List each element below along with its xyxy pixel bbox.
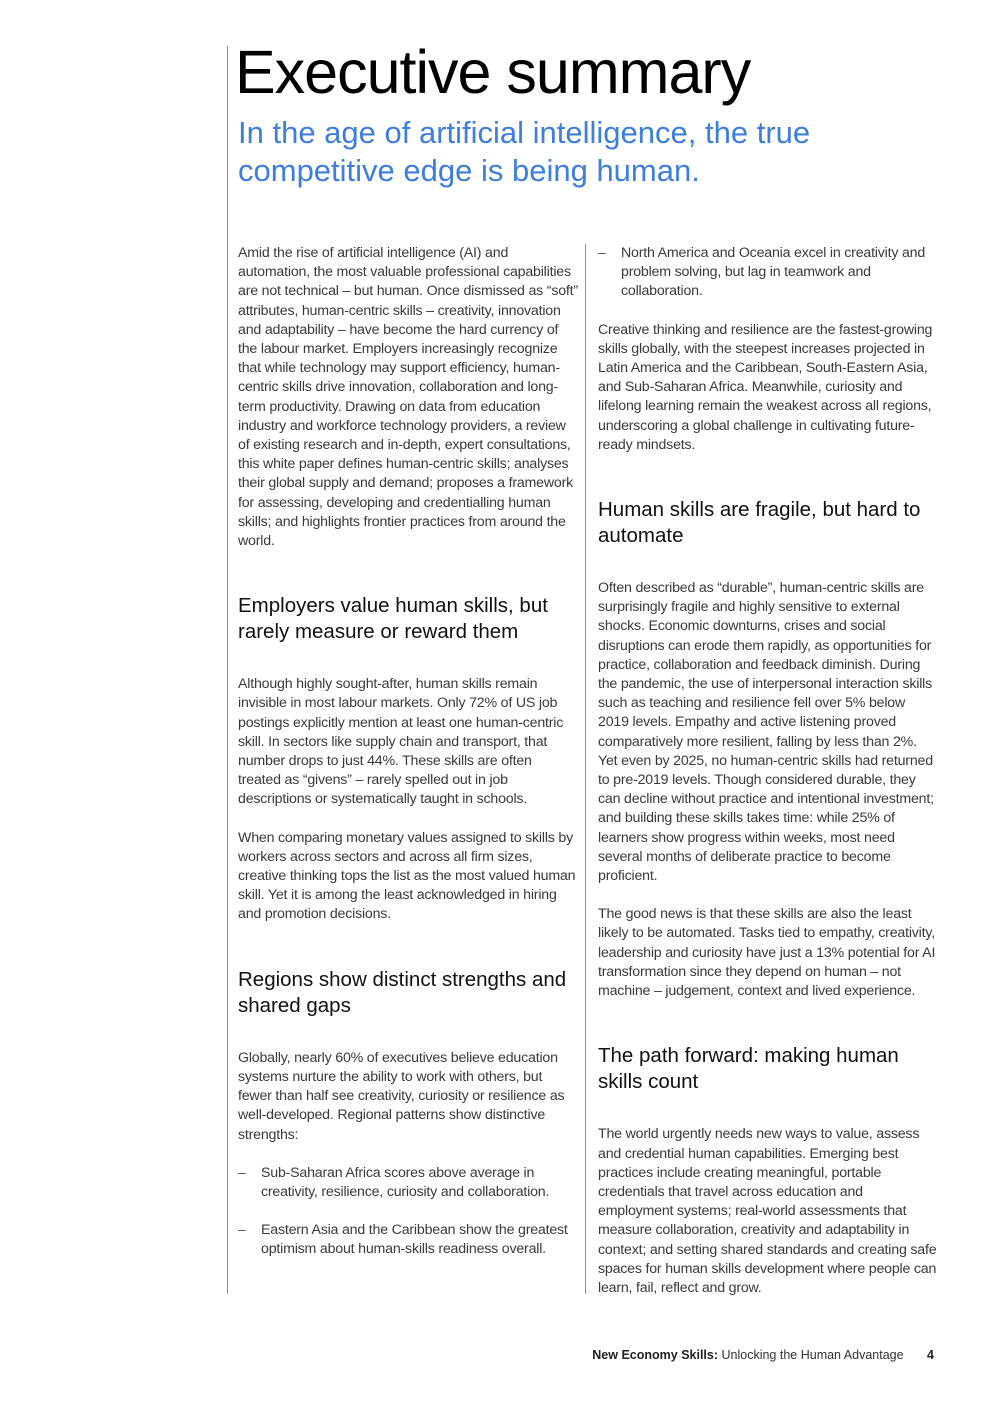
employers-paragraph-2: When comparing monetary values assigned to skills by workers across sectors and across all firm sizes, creative thinking tops the list as the most valued human skill. Yet it is among the least acknowledged in hiring and promotion decisions. xyxy=(238,829,576,923)
regions-bullet-1: – Sub-Saharan Africa scores above average in creativity, resilience, curiosity and collaboration. xyxy=(238,1164,578,1202)
left-rule xyxy=(227,46,228,1294)
path-paragraph: The world urgently needs new ways to value, assess and credential human capabilities. Emerging best practices include creating meaningful, portable credentials that travel across education and employment systems; real-world assessments that measure collaboration, creativity and adaptability in context; and setting shared standards and creating safe spaces for human skills development where people can learn, fail, reflect and grow. xyxy=(598,1126,937,1296)
page-subtitle: In the age of artificial intelligence, the true competitive edge is being human. xyxy=(238,115,811,188)
employers-paragraph-1: Although highly sought-after, human skills remain invisible in most labour markets. Only 72% of US job postings explicitly mention at least one human-centric skill. In sectors like supply chain and transport, that number drops to just 44%. These skills are often treated as “givens” – rarely spelled out in job descriptions or systematically taught in schools. xyxy=(238,676,564,808)
regions-heading: Regions show distinct strengths and shared gaps xyxy=(238,967,567,1017)
employers-heading: Employers value human skills, but rarely measure or reward them xyxy=(238,594,548,644)
footer-title: Unlocking the Human Advantage xyxy=(721,1348,904,1362)
footer-series: New Economy Skills: xyxy=(592,1348,719,1362)
path-heading: The path forward: making human skills count xyxy=(598,1044,899,1094)
intro-paragraph: Amid the rise of artificial intelligence (AI) and automation, the most valuable professional capabilities are not technical – but human. Once dismissed as “soft” attributes, human-centric skills – creativity, innovation and adaptability – have become the hard currency of the labour market. Employers increasingly recognize that while technology may support efficiency, human-centric skills drive innovation, collaboration and long-term productivity. Drawing on data from education industry and workforce technology providers, a review of existing research and in-depth, expert consultations, this white paper defines human-centric skills; analyses their global supply and demand; proposes a framework for assessing, developing and credentialling human skills; and highlights frontier practices from around the world. xyxy=(238,245,578,550)
regions-paragraph-1: Globally, nearly 60% of executives believe education systems nurture the ability to work with others, but fewer than half see creativity, curiosity or resilience as well-developed. Regional patterns show distinctive strengths: xyxy=(238,1049,565,1143)
column-divider xyxy=(585,244,586,1294)
fragile-paragraph-2: The good news is that these skills are also the least likely to be automated. Tasks tied to empathy, creativity, leadership and curiosity have just a 13% potential for AI transformation since they depend on human – not machine – judgement, context and lived experience. xyxy=(598,906,936,1000)
page-footer xyxy=(592,1348,934,1362)
right-column xyxy=(598,244,938,1317)
left-column xyxy=(238,244,578,1279)
fragile-heading: Human skills are fragile, but hard to automate xyxy=(598,498,921,548)
regions-bullet-2: – Eastern Asia and the Caribbean show the greatest optimism about human-skills readiness overall. xyxy=(238,1221,578,1259)
regions-bullet-3: – North America and Oceania excel in creativity and problem solving, but lag in teamwork and collaboration. xyxy=(598,244,938,302)
fragile-paragraph-1: Often described as “durable”, human-centric skills are surprisingly fragile and highly sensitive to external shocks. Economic downturns, crises and social disruptions can erode them rapidly, as opportunities for practice, collaboration and feedback diminish. During the pandemic, the use of interpersonal interaction skills such as teaching and resilience fell over 5% below 2019 levels. Empathy and active listening proved comparatively more resilient, falling by less than 2%. Yet even by 2025, no human-centric skills had returned to pre-2019 levels. Though considered durable, they can decline without practice and intentional investment; and building these skills takes time: while 25% of learners show progress within weeks, most need several months of deliberate practice to become proficient. xyxy=(598,580,934,885)
page-number: 4 xyxy=(927,1348,934,1362)
regions-paragraph-2: Creative thinking and resilience are the fastest-growing skills globally, with the steepest increases projected in Latin America and the Caribbean, South-Eastern Asia, and Sub-Saharan Africa. Meanwhile, curiosity and lifelong learning remain the weakest across all regions, underscoring a global challenge in cultivating future-ready mindsets. xyxy=(598,321,933,453)
page-title: Executive summary xyxy=(235,38,751,106)
